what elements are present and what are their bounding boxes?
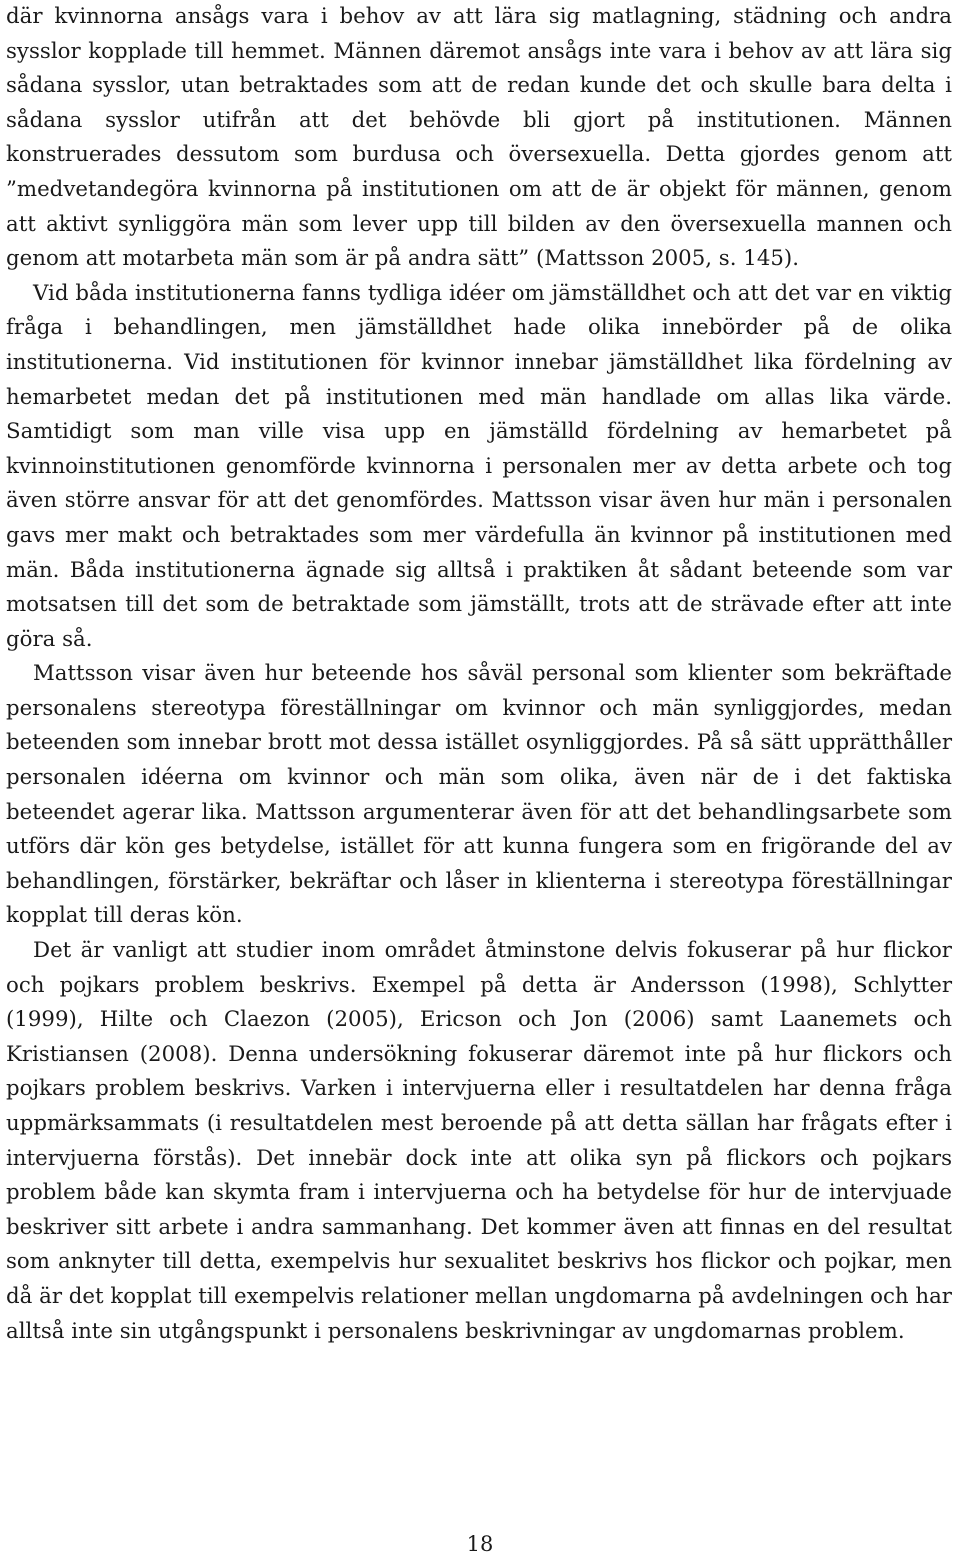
paragraph-3: Mattsson visar även hur beteende hos såväl personal som klienter som bekräftade personalens stereotypa föreställningar om kvinnor och män synliggjordes, medan beteenden som innebar brott mot dessa istället osynliggjordes. På så sätt upprätthåller personalen idéerna om kvinnor och män som olika, även när de i det faktiska beteendet agerar lika. Mattsson argumenterar även för att det behandlingsarbete som utförs där kön ges betydelse, istället för att kunna fungera som en frigörande del av behandlingen, förstärker, bekräftar och låser in klienterna i stereotypa föreställningar kopplat till deras kön. — [6, 661, 952, 929]
page-number: 18 — [466, 1532, 494, 1556]
paragraph-4: Det är vanligt att studier inom området åtminstone delvis fokuserar på hur flickor och pojkars problem beskrivs. Exempel på detta är Andersson (1998), Schlytter (1999), Hilte och Claezon (2005), Ericson och Jon (2006) samt Laanemets och Kristiansen (2008). Denna undersökning fokuserar däremot inte på hur flickors och pojkars problem beskrivs. Varken i intervjuerna eller i resultatdelen har denna fråga uppmärksammats (i resultatdelen mest beroende på att detta sällan har frågats efter i intervjuerna förstås). Det innebär dock inte att olika syn på flickors och pojkars problem både kan skymta fram i intervjuerna och ha betydelse för hur de intervjuade beskriver sitt arbete i andra sammanhang. Det kommer även att finnas en del resultat som anknyter till detta, exempelvis hur sexualitet beskrivs hos flickor och pojkar, men då är det kopplat till exempelvis relationer mellan ungdomarna på avdelningen och har alltså inte sin utgångspunkt i personalens beskrivningar av ungdomarnas problem. — [6, 938, 952, 1344]
paragraph-1: där kvinnorna ansågs vara i behov av att lära sig matlagning, städning och andra sysslor kopplade till hemmet. Männen däremot ansågs inte vara i behov av att lära sig sådana sysslor, utan betraktades som att de redan kunde det och skulle bara delta i sådana sysslor utifrån att det behövde bli gjort på institutionen. Männen konstruerades dessutom som burdusa och översexuella. Detta gjordes genom att ”medvetandegöra kvinnorna på institutionen om att de är objekt för männen, genom att aktivt synliggöra män som lever upp till bilden av den översexuella mannen och genom att motarbeta män som är på andra sätt” (Mattsson 2005, s. 145). — [6, 4, 952, 272]
document-body — [6, 0, 952, 1349]
paragraph-2: Vid båda institutionerna fanns tydliga idéer om jämställdhet och att det var en viktig fråga i behandlingen, men jämställdhet hade olika innebörder på de olika institutionerna. Vid institutionen för kvinnor innebar jämställdhet lika fördelning av hemarbetet medan det på institutionen med män handlade om allas lika värde. Samtidigt som man ville visa upp en jämställd fördelning av hemarbetet på kvinnoinstitutionen genomförde kvinnorna i personalen mer av detta arbete och tog även större ansvar för att det genomfördes. Mattsson visar även hur män i personalen gavs mer makt och betraktades som mer värdefulla än kvinnor på institutionen med män. Båda institutionerna ägnade sig alltså i praktiken åt sådant beteende som var motsatsen till det som de betraktade som jämställt, trots att de strävade efter att inte göra så. — [6, 280, 952, 652]
